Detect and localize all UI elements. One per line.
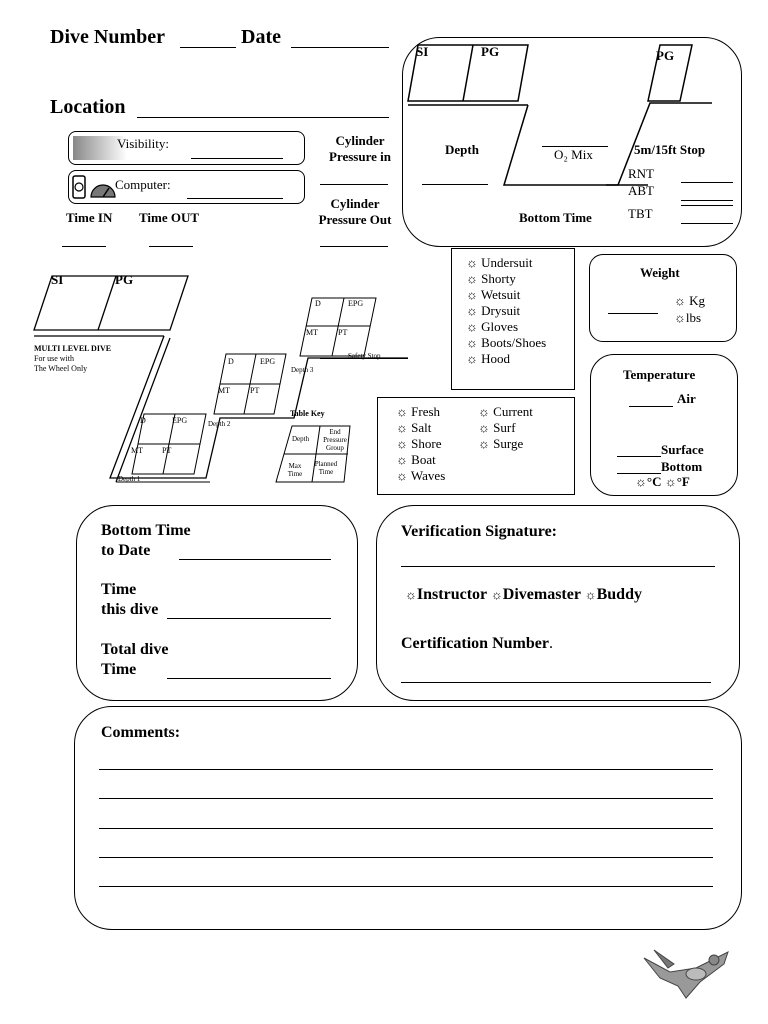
depth3-label: Depth 3 [291, 366, 314, 374]
cylinder-out-field[interactable] [320, 246, 388, 247]
comment-line-2[interactable] [99, 798, 713, 799]
abt-label: ABT [628, 183, 654, 198]
time-out-label: Time OUT [139, 210, 200, 225]
exposure-option-wetsuit[interactable]: ☼ Wetsuit [466, 287, 521, 302]
d1-mt: MT [131, 446, 143, 455]
conditions-box [377, 397, 575, 495]
d1-pt: PT [162, 446, 172, 455]
instructor-option[interactable]: ☼Instructor [405, 586, 487, 603]
surface-field[interactable] [617, 456, 661, 457]
unit-options[interactable] [635, 474, 690, 490]
total-dive-time-label: Total dive Time [101, 641, 169, 678]
time-in-label: Time IN [66, 210, 113, 225]
d3-epg: EPG [348, 299, 364, 308]
tbt-label: TBT [628, 206, 653, 221]
buddy-option[interactable]: ☼Buddy [584, 586, 642, 603]
visibility-box [68, 131, 305, 165]
date-label: Date [241, 26, 281, 48]
rnt-field[interactable] [681, 182, 733, 183]
role-options [405, 586, 642, 604]
sun-checkbox-icon: ☼ [478, 420, 490, 435]
condition-option-fresh[interactable]: ☼ Fresh [396, 404, 441, 419]
sun-checkbox-icon: ☼ [466, 303, 478, 318]
d2-mt: MT [218, 386, 230, 395]
location-label: Location [50, 96, 126, 118]
depth2-label: Depth 2 [208, 420, 231, 428]
computer-box [68, 170, 305, 204]
rnt-label: RNT [628, 166, 654, 181]
depth1-label: Depth 1 [118, 475, 141, 483]
key-epg: End Pressure Group [323, 428, 347, 452]
ml-pg-label: PG [115, 272, 134, 287]
air-field[interactable] [629, 406, 673, 407]
sun-checkbox-icon: ☼ [478, 436, 490, 451]
temperature-box [590, 354, 738, 496]
sun-checkbox-icon: ☼ [478, 404, 490, 419]
visibility-field[interactable] [191, 158, 283, 159]
verification-title: Verification Signature: [401, 523, 557, 540]
date-field[interactable] [291, 47, 389, 48]
bottom-temp-label: Bottom [661, 459, 703, 474]
sun-checkbox-icon: ☼ [466, 271, 478, 286]
bottom-time-label: Bottom Time [519, 210, 592, 225]
stop-label: 5m/15ft Stop [634, 142, 706, 157]
sun-checkbox-icon: ☼ [396, 452, 408, 467]
sun-checkbox-icon: ☼ [466, 335, 478, 350]
sun-checkbox-icon: ☼ [396, 420, 408, 435]
exposure-option-gloves[interactable]: ☼ Gloves [466, 319, 519, 334]
sun-checkbox-icon: ☼ [664, 474, 677, 489]
d2-pt: PT [250, 386, 260, 395]
time-this-dive-label: Time this dive [101, 581, 159, 618]
sun-checkbox-icon: ☼ [466, 255, 478, 270]
time-out-field[interactable] [149, 246, 193, 247]
exposure-option-hood[interactable]: ☼ Hood [466, 351, 511, 366]
key-planned: Planned Time [314, 460, 338, 476]
sun-checkbox-icon: ☼ [635, 474, 647, 489]
conditions-right [478, 404, 533, 452]
comments-title: Comments: [101, 724, 181, 741]
comment-line-1[interactable] [99, 769, 713, 770]
profile-pg-end-label: PG [656, 48, 675, 63]
condition-option-current[interactable]: ☼ Current [478, 404, 533, 419]
time-this-dive-field[interactable] [167, 618, 331, 619]
condition-option-boat[interactable]: ☼ Boat [396, 452, 436, 467]
d1-epg: EPG [172, 416, 188, 425]
profile-si-label: SI [416, 44, 429, 59]
table-key-title: Table Key [290, 409, 325, 418]
surface-label: Surface [661, 442, 704, 457]
sun-checkbox-icon: ☼ [405, 587, 417, 602]
sun-checkbox-icon: ☼ [466, 351, 478, 366]
signature-field[interactable] [401, 566, 715, 567]
weight-title: Weight [640, 265, 680, 280]
d1-d: D [140, 416, 146, 425]
ml-title: MULTI LEVEL DIVE [34, 344, 112, 353]
air-label: Air [677, 391, 696, 406]
celsius-option: ☼°C [635, 474, 662, 489]
sun-checkbox-icon: ☼ [584, 587, 597, 602]
condition-option-waves[interactable]: ☼ Waves [396, 468, 446, 483]
weight-lbs-option[interactable]: ☼lbs [674, 310, 702, 325]
temperature-title: Temperature [623, 367, 696, 382]
computer-label: Computer: [115, 177, 171, 192]
exposure-option-undersuit[interactable]: ☼ Undersuit [466, 255, 533, 270]
profile-depth-label: Depth [445, 142, 479, 157]
comments-box [74, 706, 742, 930]
exposure-option-boots-shoes[interactable]: ☼ Boots/Shoes [466, 335, 547, 350]
condition-option-shore[interactable]: ☼ Shore [396, 436, 442, 451]
ml-subtitle-2: The Wheel Only [34, 364, 88, 373]
sun-checkbox-icon: ☼ [490, 587, 503, 602]
conditions-left [396, 404, 445, 484]
fahrenheit-option: ☼°F [664, 474, 690, 489]
abt-field-2[interactable] [681, 205, 733, 206]
weight-kg-option[interactable]: ☼ Kg [674, 293, 706, 308]
weight-field[interactable] [608, 313, 658, 314]
profile-depth-field[interactable] [422, 184, 488, 185]
sun-checkbox-icon: ☼ [466, 287, 478, 302]
sun-checkbox-icon: ☼ [396, 404, 408, 419]
cylinder-out-label: Cylinder Pressure Out [318, 196, 392, 227]
key-max: Max Time [287, 462, 303, 478]
safety-stop-line [320, 358, 408, 359]
abt-field[interactable] [681, 200, 733, 201]
sun-checkbox-icon: ☼ [396, 436, 408, 451]
diver-logo-icon [640, 942, 732, 1002]
comment-line-3[interactable] [99, 828, 713, 829]
comment-line-5[interactable] [99, 886, 713, 887]
dive-computer-icon [71, 173, 119, 201]
totals-box [76, 505, 358, 701]
condition-option-surf[interactable]: ☼ Surf [478, 420, 516, 435]
d3-d: D [315, 299, 321, 308]
sun-checkbox-icon: ☼ [396, 468, 408, 483]
sun-checkbox-icon: ☼ [674, 310, 686, 325]
exposure-list [466, 255, 546, 367]
condition-option-surge[interactable]: ☼ Surge [478, 436, 524, 451]
exposure-option-drysuit[interactable]: ☼ Drysuit [466, 303, 521, 318]
cylinder-in-field[interactable] [320, 184, 388, 185]
cert-label: Certification Number. [401, 635, 553, 652]
time-in-field[interactable] [62, 246, 106, 247]
weight-box [589, 254, 737, 342]
d3-pt: PT [338, 328, 348, 337]
dive-number-field[interactable] [180, 47, 236, 48]
total-dive-time-field[interactable] [167, 678, 331, 679]
tbt-field[interactable] [681, 223, 733, 224]
bt-to-date-field[interactable] [179, 559, 331, 560]
comment-line-4[interactable] [99, 857, 713, 858]
computer-field[interactable] [187, 198, 283, 199]
cylinder-in-label: Cylinder Pressure in [329, 133, 391, 164]
bt-to-date-label: Bottom Time to Date [101, 522, 191, 559]
sun-checkbox-icon: ☼ [674, 293, 686, 308]
ml-subtitle-1: For use with [34, 354, 74, 363]
key-depth: Depth [292, 435, 310, 443]
d2-epg: EPG [260, 357, 276, 366]
exposure-suit-box [451, 248, 575, 390]
d3-mt: MT [306, 328, 318, 337]
location-field[interactable] [137, 117, 389, 118]
profile-pg-label: PG [481, 44, 500, 59]
divemaster-option[interactable]: ☼Divemaster [490, 586, 581, 603]
dive-number-label: Dive Number [50, 26, 165, 48]
o2-mix-label: O₂ Mix [554, 147, 593, 162]
d2-d: D [228, 357, 234, 366]
visibility-label: Visibility: [117, 136, 169, 151]
safety-stop-label: Safety Stop [348, 352, 381, 360]
condition-option-salt[interactable]: ☼ Salt [396, 420, 432, 435]
verification-box [376, 505, 740, 701]
cert-field[interactable] [401, 682, 711, 683]
exposure-option-shorty[interactable]: ☼ Shorty [466, 271, 516, 286]
ml-si-label: SI [51, 272, 64, 287]
sun-checkbox-icon: ☼ [466, 319, 478, 334]
